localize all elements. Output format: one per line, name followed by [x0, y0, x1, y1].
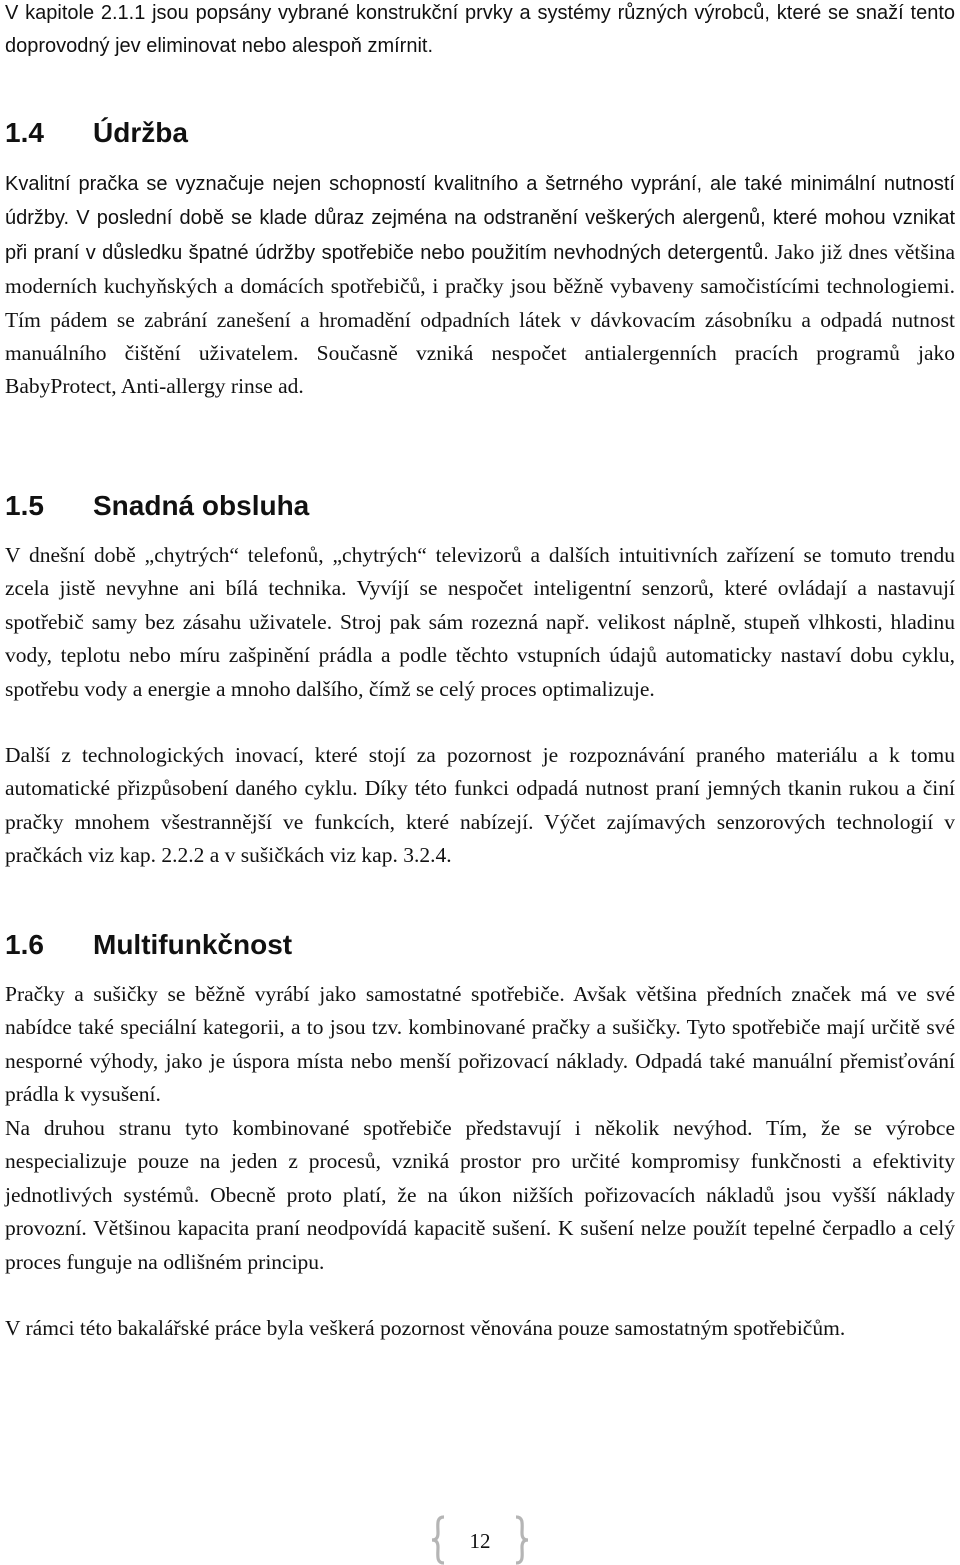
easy-operation-paragraph-1: V dnešní době „chytrých“ telefonů, „chytrých“ televizorů a dalších intuitivních zařízení se tomuto trendu zcela jistě nevyhne ani bílá technika. Vyvíjí se nespočet inteligentní senzorů, které ovládají a nastavují spotřebič samy bez zásahu uživatele. Stroj pak sám rozezná např. velikost náplně, stupeň vlhkosti, hladinu vody, teplotu nebo míru zašpinění prádla a podle těchto vstupních údajů automaticky nastaví dobu cyklu, spotřebu vody a energie a mnoho dalšího, čímž se celý proces optimalizuje.	[5, 543, 955, 701]
section-title: Údržba	[93, 117, 188, 148]
maintenance-text-sans: Kvalitní pračka se vyznačuje nejen schopností kvalitního a šetrného vyprání, ale také minimální nutností údržby. V poslední době se klade důraz zejména na odstranění veškerých alergenů, které mohou vznikat při praní v důsledku špatné údržby spotřebiče nebo použitím nevhodných detergentů.	[5, 173, 955, 264]
multifunction-paragraph-2: Na druhou stranu tyto kombinované spotřebiče představují i několik nevýhod. Tím, že se výrobce nespecializuje pouze na jeden z procesů, vzniká prostor pro určité kompromisy funkčnosti a efektivity jednotlivých systémů. Obecně proto platí, že na úkon nižších pořizovacích nákladů jsou vyšší náklady provozní. Většinou kapacita praní neodpovídá kapacitě sušení. K sušení nelze použít tepelné čerpadlo a celý proces funguje na odlišném principu.	[5, 1116, 955, 1274]
easy-operation-paragraph-2: Další z technologických inovací, které stojí za pozornost je rozpoznávání praného materiálu a k tomu automatické přizpůsobení daného cyklu. Díky této funkci odpadá nutnost praní jemných tkanin rukou a činí pračky mnohem všestrannější ve funkcích, které nabízejí. Výčet zajímavých senzorových technologií v pračkách viz kap. 2.2.2 a v sušičkách viz kap. 3.2.4.	[5, 743, 955, 868]
section-heading-1-6	[5, 928, 292, 962]
section-number: 1.4	[5, 117, 44, 148]
section-heading-1-4	[5, 116, 188, 150]
section-heading-1-5	[5, 489, 309, 523]
page-footer	[430, 1515, 530, 1565]
section-title: Snadná obsluha	[93, 490, 310, 521]
section-title: Multifunkčnost	[93, 929, 293, 960]
multifunction-paragraph-3: V rámci této bakalářské práce byla veškerá pozornost věnována pouze samostatným spotřebičům.	[5, 1316, 846, 1340]
maintenance-text-serif: Jako již dnes většina moderních kuchyňských a domácích spotřebičů, i pračky jsou běžně vybaveny samočistícími technologiemi. Tím pádem se zabrání zanešení a hromadění odpadních látek v dávkovacím zásobníku a odpadá nutnost manuálního čištění uživatelem. Současně vzniká nespočet antialergenních pracích programů jako BabyProtect, Anti-allergy rinse ad.	[5, 239, 955, 399]
intro-paragraph: V kapitole 2.1.1 jsou popsány vybrané konstrukční prvky a systémy různých výrobců, které se snaží tento doprovodný jev eliminovat nebo alespoň zmírnit.	[5, 2, 955, 58]
page-number: 12	[469, 1529, 491, 1553]
maintenance-paragraph	[5, 167, 955, 404]
multifunction-paragraph-1: Pračky a sušičky se běžně vyrábí jako samostatné spotřebiče. Avšak většina předních značek má ve své nabídce také speciální kategorii, a to jsou tzv. kombinované pračky a sušičky. Tyto spotřebiče mají určitě své nesporné výhody, jako je úspora místa nebo menší pořizovací náklady. Odpadá také manuální přemisťování prádla k vysušení.	[5, 982, 955, 1107]
section-number: 1.6	[5, 929, 44, 960]
section-number: 1.5	[5, 490, 44, 521]
